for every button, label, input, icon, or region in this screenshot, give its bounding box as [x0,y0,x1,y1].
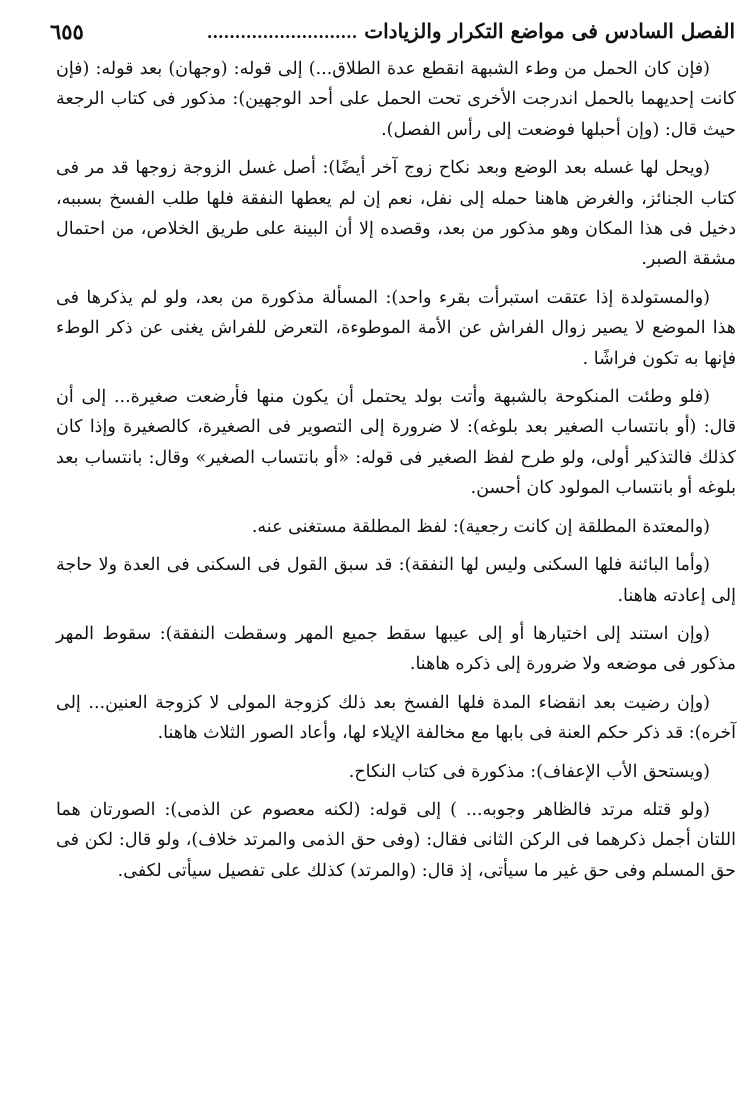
paragraph: (ولو قتله مرتد فالظاهر وجوبه... ) إلى قوله: (لكنه معصوم عن الذمى): الصورتان هما اللتان أجمل ذكرهما فى الركن الثانى فقال: (وفى حق الذمى والمرتد خلاف)، ولو قال: لكن فى حق المسلم وفى حق غير ما سيأتى، إذ قال: (والمرتد) كذلك على تفصيل سيأتى لكفى. [56,799,736,881]
page-body [56,54,736,886]
paragraph: (وأما البائنة فلها السكنى وليس لها النفقة): قد سبق القول فى السكنى فى العدة ولا حاجة إلى إعادته هاهنا. [56,555,736,606]
paragraph: (فإن كان الحمل من وطء الشبهة انقطع عدة الطلاق...) إلى قوله: (وجهان) بعد قوله: (فإن كانت إحديهما بالحمل اندرجت الأخرى تحت الحمل على أحد الوجهين): مذكور فى كتاب الرجعة حيث قال: (وإن أحبلها فوضعت إلى رأس الفصل). [56,59,736,140]
page-number: ٦٥٥ [50,18,84,44]
paragraph: (ويستحق الأب الإعفاف): مذكورة فى كتاب النكاح. [348,761,710,782]
running-title [199,19,735,43]
paragraph: (والمعتدة المطلقة إن كانت رجعية): لفظ المطلقة مستغنى عنه. [251,516,710,537]
paragraph: (ويحل لها غسله بعد الوضع وبعد نكاح زوج آخر أيضًا): أصل غسل الزوجة زوجها قد مر فى كتاب الجنائز، والغرض هاهنا حمله إلى نفل، نعم إن لم يعطها النفقة فلها طلب الفسخ بسببه، دخيل فى هذا المكان وهو مذكور من بعد، وقصده إلا أن البينة على طريق الخلاص، من احتمال مشقة الصبر. [56,158,736,270]
leader-dots: ........................... [206,23,358,42]
page-header [50,14,735,48]
running-title-text: الفصل السادس فى مواضع التكرار والزيادات [364,19,735,43]
paragraph: (وإن استند إلى اختيارها أو إلى عيبها سقط جميع المهر وسقطت النفقة): سقوط المهر مذكور فى موضعه ولا ضرورة إلى ذكره هاهنا. [56,623,736,675]
paragraph: (فلو وطئت المنكوحة بالشبهة وأتت بولد يحتمل أن يكون منها فأرضعت صغيرة... إلى أن قال: (أو بانتساب الصغير بعد بلوغه): لا ضرورة إلى التصوير فى الصغيرة، كالصغيرة وإذا كان كذلك فالتذكير أولى، ولو طرح لفظ الصغير فى قوله: «أو بانتساب الصغير» وقال: بانتساب بعد بلوغه أو بانتساب المولود كان أحسن. [56,387,736,499]
paragraph: (وإن رضيت بعد انقضاء المدة فلها الفسخ بعد ذلك كزوجة المولى لا كزوجة العنين... إلى آخره): قد ذكر حكم العنة فى بابها مع مخالفة الإيلاء لها، وأعاد الصور الثلاث هاهنا. [56,692,736,744]
paragraph: (والمستولدة إذا عتقت استبرأت بقرء واحد): المسألة مذكورة من بعد، ولو لم يذكرها فى هذا الموضع لا يصير زوال الفراش عن الأمة الموطوءة، التعرض للفراش يغنى عن ذكر الوطء فإنها به تكون فراشًا . [56,287,736,369]
